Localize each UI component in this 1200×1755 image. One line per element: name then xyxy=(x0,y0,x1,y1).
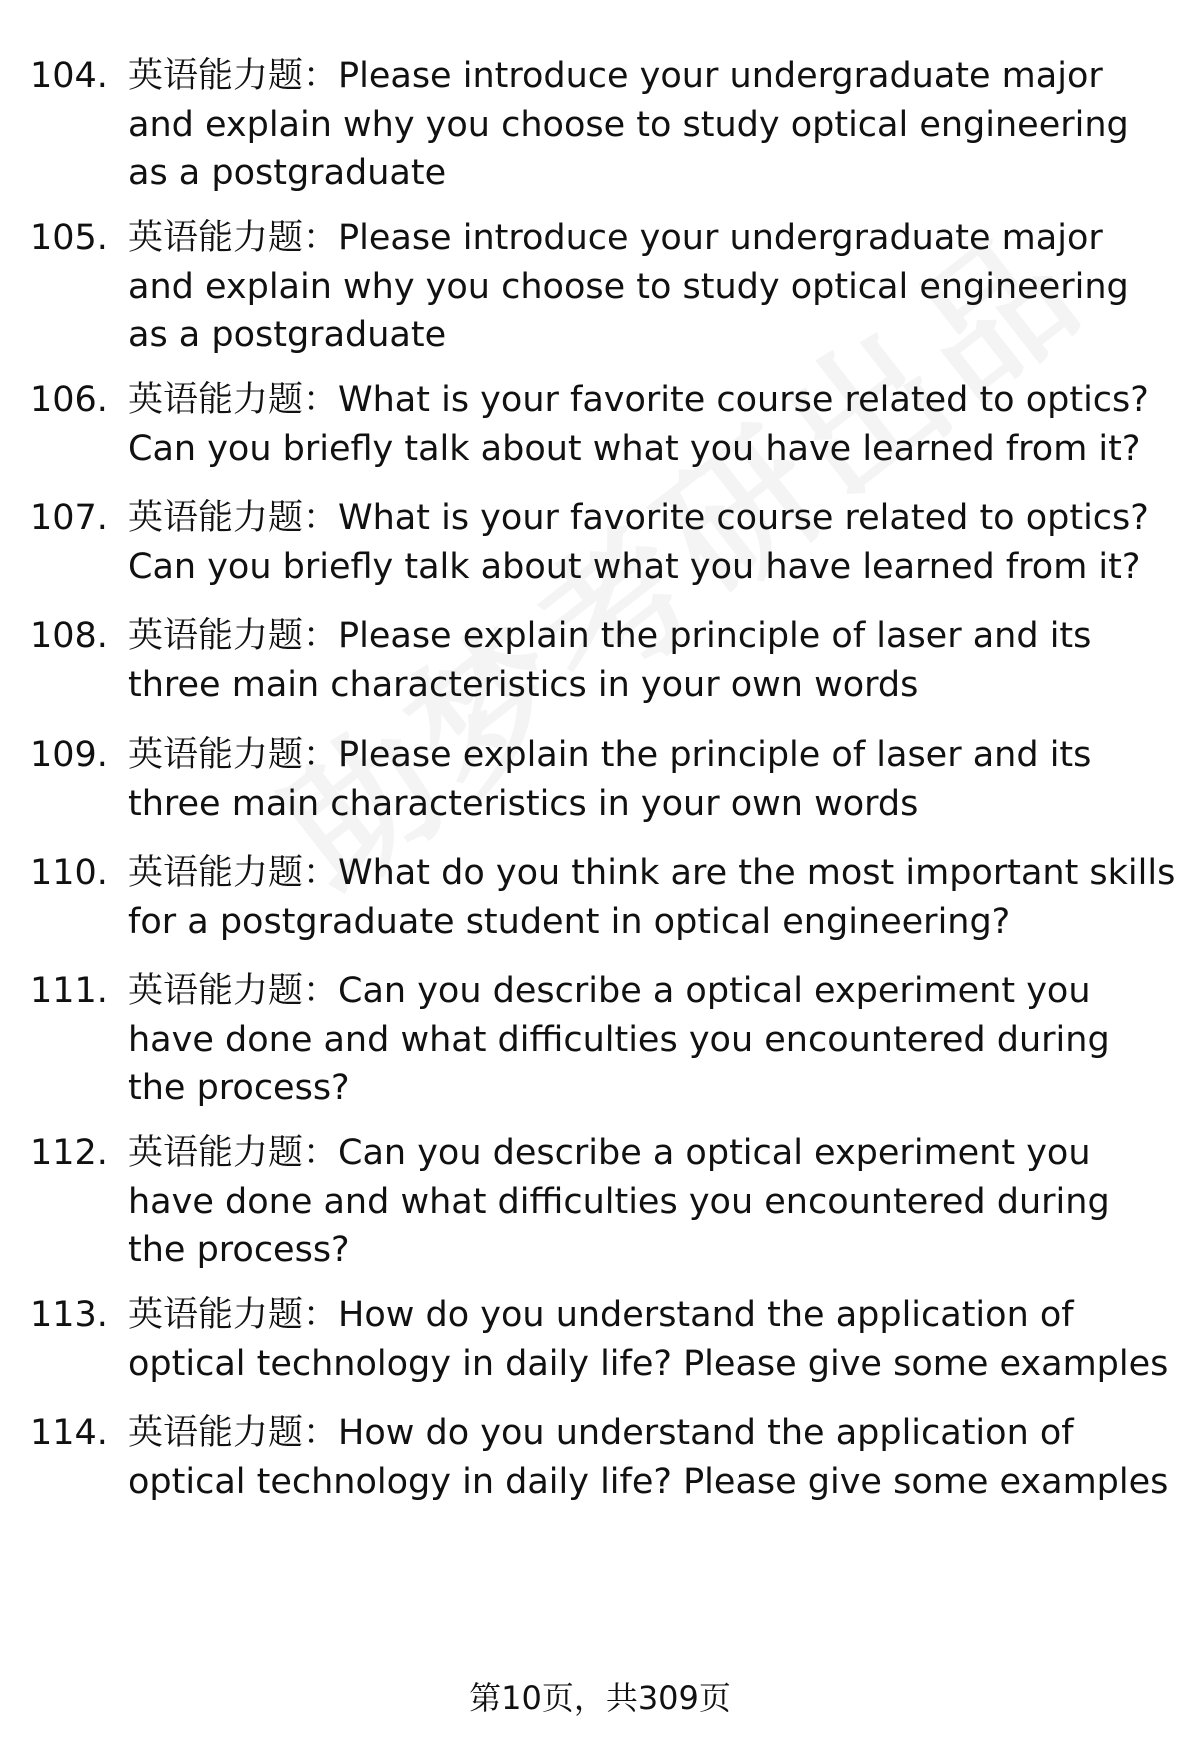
page-footer: 第10页，共309页 xyxy=(469,1679,731,1717)
question-label: 英语能力题： xyxy=(128,1133,339,1173)
question-label: 英语能力题： xyxy=(128,971,339,1011)
question-label: 英语能力题： xyxy=(128,56,339,96)
question-item xyxy=(30,612,1180,709)
question-number: 107. xyxy=(30,498,108,538)
question-label: 英语能力题： xyxy=(128,218,339,258)
question-text: What is your favorite course related to optics? Can you briefly talk about what you have learned from it? xyxy=(128,498,1149,587)
question-item xyxy=(30,967,1180,1113)
question-text: How do you understand the application of optical technology in daily life? Please give some examples xyxy=(128,1413,1169,1502)
question-body xyxy=(128,376,1178,473)
question-body xyxy=(128,849,1178,946)
question-number: 109. xyxy=(30,735,108,775)
question-number: 110. xyxy=(30,853,108,893)
question-body xyxy=(128,612,1178,709)
question-item xyxy=(30,494,1180,591)
question-number: 113. xyxy=(30,1295,108,1335)
question-label: 英语能力题： xyxy=(128,1413,339,1453)
question-item xyxy=(30,731,1180,828)
question-body xyxy=(128,214,1178,360)
question-item xyxy=(30,849,1180,946)
question-text: Can you describe a optical experiment you have done and what difficulties you encountered during the process? xyxy=(128,971,1110,1108)
question-label: 英语能力题： xyxy=(128,616,339,656)
question-body xyxy=(128,52,1178,198)
question-item xyxy=(30,376,1180,473)
question-number: 111. xyxy=(30,971,108,1011)
question-text: Please explain the principle of laser and its three main characteristics in your own words xyxy=(128,616,1092,705)
question-number: 114. xyxy=(30,1413,108,1453)
question-text: What do you think are the most important skills for a postgraduate student in optical engineering? xyxy=(128,853,1176,942)
question-text: Please introduce your undergraduate major and explain why you choose to study optical engineering as a postgraduate xyxy=(128,218,1129,355)
question-text: Please introduce your undergraduate major and explain why you choose to study optical engineering as a postgraduate xyxy=(128,56,1129,193)
question-body xyxy=(128,967,1178,1113)
question-body xyxy=(128,731,1178,828)
question-number: 105. xyxy=(30,218,108,258)
question-item xyxy=(30,1409,1180,1506)
question-item xyxy=(30,214,1180,360)
question-label: 英语能力题： xyxy=(128,498,339,538)
question-label: 英语能力题： xyxy=(128,380,339,420)
question-number: 106. xyxy=(30,380,108,420)
question-text: Can you describe a optical experiment you have done and what difficulties you encountered during the process? xyxy=(128,1133,1110,1270)
question-body xyxy=(128,1291,1178,1388)
question-text: Please explain the principle of laser and its three main characteristics in your own words xyxy=(128,735,1092,824)
question-body xyxy=(128,494,1178,591)
question-number: 108. xyxy=(30,616,108,656)
question-label: 英语能力题： xyxy=(128,853,339,893)
question-item xyxy=(30,1129,1180,1275)
question-body xyxy=(128,1129,1178,1275)
question-number: 104. xyxy=(30,56,108,96)
question-label: 英语能力题： xyxy=(128,1295,339,1335)
question-label: 英语能力题： xyxy=(128,735,339,775)
question-text: What is your favorite course related to optics? Can you briefly talk about what you have learned from it? xyxy=(128,380,1149,469)
question-body xyxy=(128,1409,1178,1506)
question-item xyxy=(30,52,1180,198)
question-item xyxy=(30,1291,1180,1388)
question-text: How do you understand the application of optical technology in daily life? Please give some examples xyxy=(128,1295,1169,1384)
question-number: 112. xyxy=(30,1133,108,1173)
